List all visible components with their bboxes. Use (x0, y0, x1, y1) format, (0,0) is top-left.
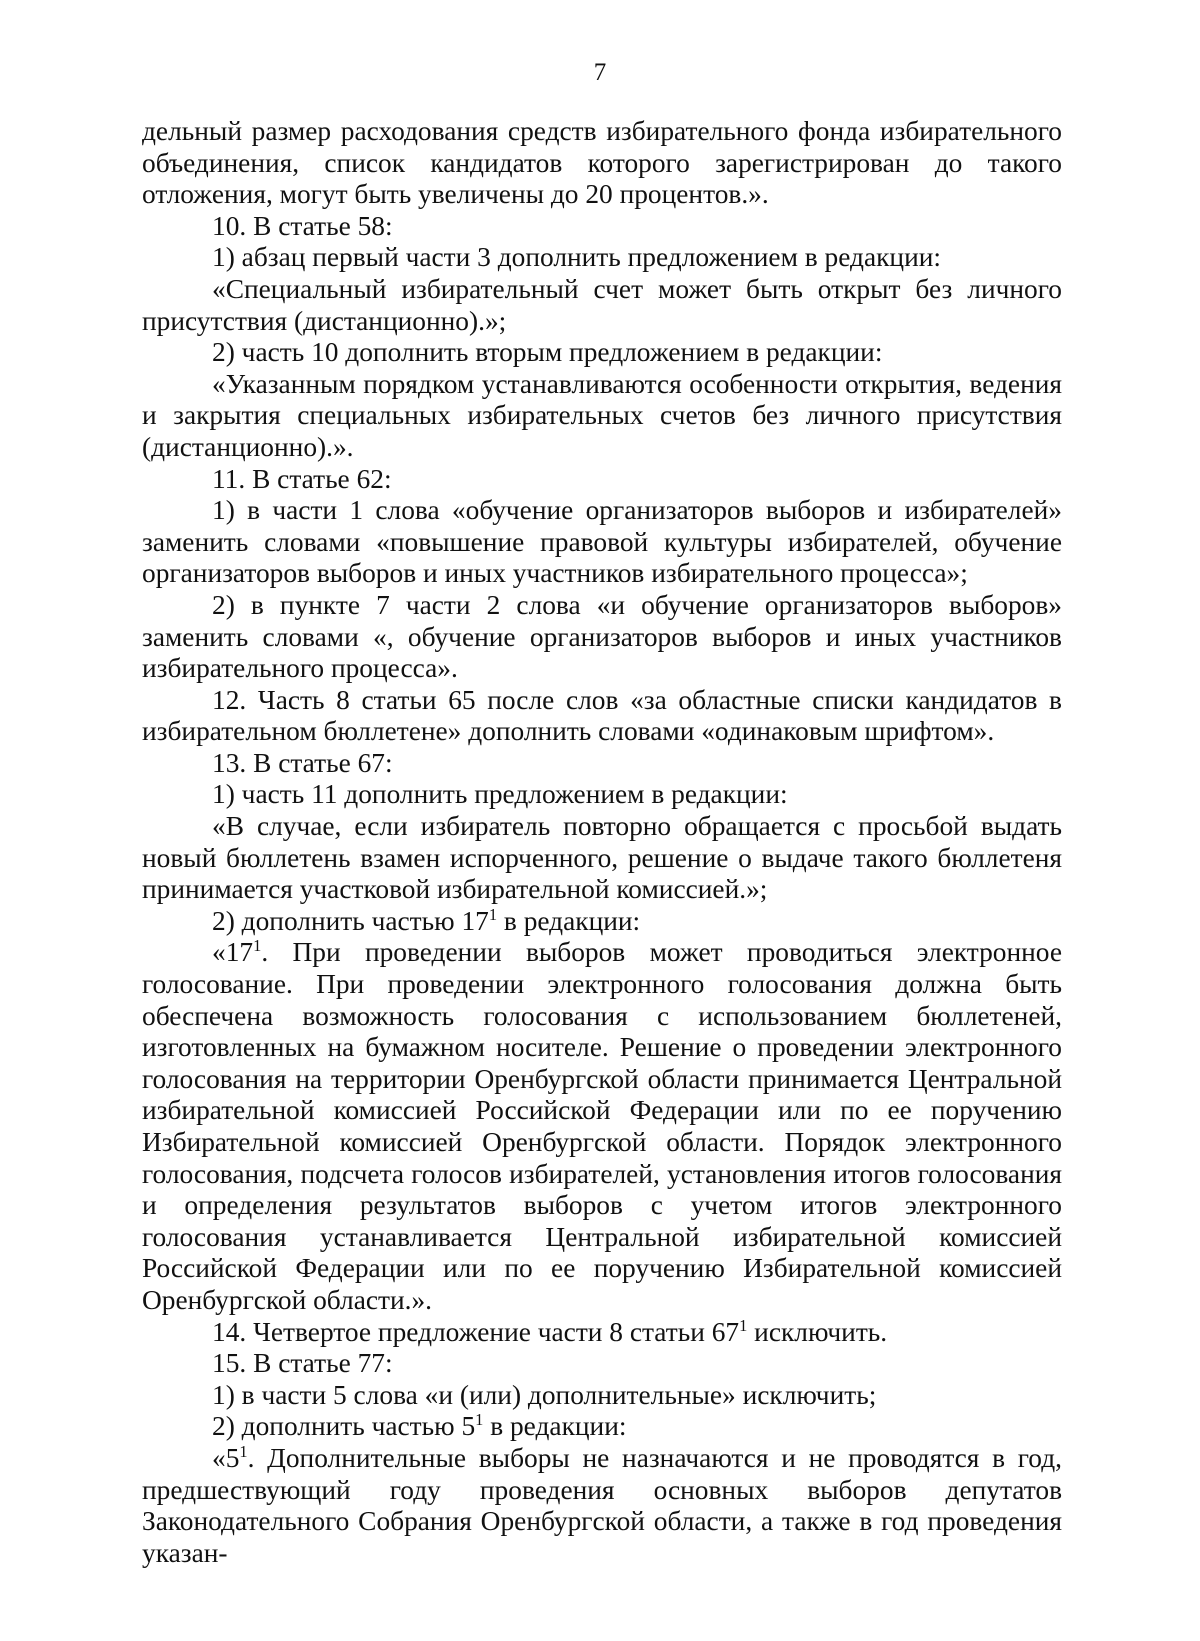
text-span: 14. Четвертое предложение части 8 статьи 67 (212, 1316, 740, 1347)
superscript: 1 (739, 1315, 748, 1335)
paragraph: «Специальный избирательный счет может быть открыт без личного присутствия (дистанционно).»; (142, 273, 1062, 336)
superscript: 1 (239, 1441, 248, 1461)
paragraph: 2) часть 10 дополнить вторым предложением в редакции: (212, 337, 883, 368)
text-span: в редакции: (483, 1411, 627, 1442)
paragraph: 1) в части 5 слова «и (или) дополнительные» исключить; (212, 1379, 877, 1410)
text-span: «5 (212, 1442, 240, 1473)
text-span: . Дополнительные выборы не назначаются и не проводятся в год, предшествующий году проведения основных выборов депутатов Законодательного Собрания Оренбургской области, а также в год проведения указан- (142, 1442, 1062, 1568)
paragraph: 13. В статье 67: (212, 747, 393, 778)
paragraph: 10. В статье 58: (212, 210, 393, 241)
paragraph (142, 1317, 1062, 1349)
superscript: 1 (475, 1410, 484, 1430)
superscript: 1 (253, 936, 262, 956)
paragraph: 1) в части 1 слова «обучение организаторов выборов и избирателей» заменить словами «повышение правовой культуры избирателей, обучение организаторов выборов и иных участников избирательного процесса»; (142, 495, 1062, 589)
paragraph: 1) часть 11 дополнить предложением в редакции: (212, 779, 788, 810)
superscript: 1 (488, 904, 498, 924)
text-span: . При проведении выборов может проводиться электронное голосование. При проведении электронного голосования должна быть обеспечена возможность голосования с использованием бюллетеней, изготовленных на бумажном носителе. Решение о проведении электронного голосования на территории Оренбургской области принимается Центральной избирательной комиссией Российской Федерации или по ее поручению Избирательной комиссией Оренбургской области. Порядок электронного голосования, подсчета голосов избирателей, установления итогов голосования и определения результатов выборов с учетом итогов электронного голосования устанавливается Центральной избирательной комиссией Российской Федерации или по ее поручению Избирательной комиссией Оренбургской области.». (142, 937, 1062, 1315)
text-span: 2) дополнить частью 5 (212, 1411, 476, 1442)
text-span: исключить. (747, 1316, 888, 1347)
page-number: 7 (593, 59, 607, 86)
paragraph: 15. В статье 77: (212, 1348, 393, 1379)
paragraph (142, 1443, 1062, 1569)
paragraph: «Указанным порядком устанавливаются особенности открытия, ведения и закрытия специальных избирательных счетов без личного присутствия (дистанционно).». (142, 368, 1062, 462)
paragraph (142, 906, 1062, 938)
text-span: в редакции: (497, 905, 641, 936)
text-span: 2) дополнить частью 17 (212, 905, 489, 936)
paragraph (142, 1411, 1062, 1443)
paragraph: дельный размер расходования средств избирательного фонда избирательного объединения, список кандидатов которого зарегистрирован до такого отложения, могут быть увеличены до 20 процентов.». (142, 116, 1062, 210)
document-body (142, 116, 1062, 1569)
paragraph: 11. В статье 62: (212, 463, 392, 494)
paragraph: «В случае, если избиратель повторно обращается с просьбой выдать новый бюллетень взамен испорченного, решение о выдаче такого бюллетеня принимается участковой избирательной комиссией.»; (142, 811, 1062, 905)
paragraph: 2) в пункте 7 части 2 слова «и обучение организаторов выборов» заменить словами «, обучение организаторов выборов и иных участников избирательного процесса». (142, 589, 1062, 684)
paragraph: 12. Часть 8 статьи 65 после слов «за областные списки кандидатов в избирательном бюллетене» дополнить словами «одинаковым шрифтом». (142, 684, 1062, 747)
paragraph: 1) абзац первый части 3 дополнить предложением в редакции: (212, 242, 942, 273)
paragraph (142, 937, 1062, 1316)
text-span: «17 (212, 937, 254, 968)
